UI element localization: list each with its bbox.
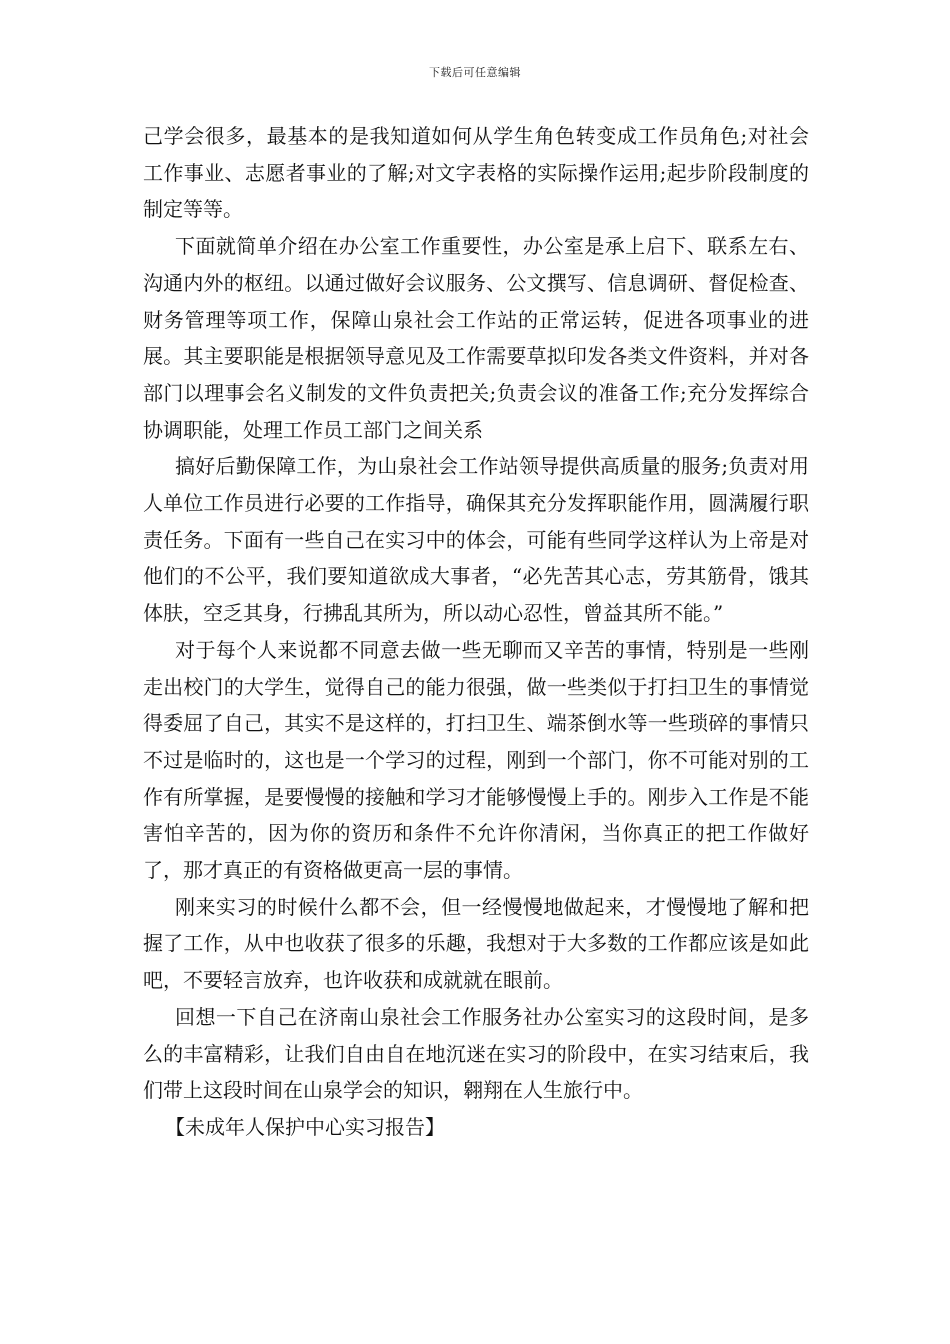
paragraph-5: 刚来实习的时候什么都不会，但一经慢慢地做起来，才慢慢地了解和把握了工作，从中也收获了很多的乐趣，我想对于大多数的工作都应该是如此吧，不要轻言放弃，也许收获和成就就在眼前。 bbox=[143, 894, 809, 993]
paragraph-3: 搞好后勤保障工作，为山泉社会工作站领导提供高质量的服务;负责对用人单位工作员进行必要的工作指导，确保其充分发挥职能作用，圆满履行职责任务。下面有一些自己在实习中的体会，可能有些同学这样认为上帝是对他们的不公平，我们要知道欲成大事者，“必先苦其心志，劳其筋骨，饿其体肤，空乏其身，行拂乱其所为，所以动心忍性，曾益其所不能。” bbox=[143, 454, 809, 626]
page-header: 下载后可任意编辑 bbox=[429, 66, 521, 79]
paragraph-4: 对于每个人来说都不同意去做一些无聊而又辛苦的事情，特别是一些刚走出校门的大学生，觉得自己的能力很强，做一些类似于打扫卫生的事情觉得委屈了自己，其实不是这样的，打扫卫生、端茶倒水等一些琐碎的事情只不过是临时的，这也是一个学习的过程，刚到一个部门，你不可能对别的工作有所掌握，是要慢慢的接触和学习才能够慢慢上手的。刚步入工作是不能害怕辛苦的，因为你的资历和条件不允许你清闲，当你真正的把工作做好了，那才真正的有资格做更高一层的事情。 bbox=[143, 637, 809, 883]
paragraph-1: 己学会很多，最基本的是我知道如何从学生角色转变成工作员角色;对社会工作事业、志愿者事业的了解;对文字表格的实际操作运用;起步阶段制度的制定等等。 bbox=[143, 124, 809, 222]
document-body bbox=[143, 118, 809, 1146]
paragraph-6: 回想一下自己在济南山泉社会工作服务社办公室实习的这段时间，是多么的丰富精彩，让我们自由自在地沉迷在实习的阶段中，在实习结束后，我们带上这段时间在山泉学会的知识，翱翔在人生旅行中。 bbox=[143, 1004, 809, 1103]
paragraph-2: 下面就简单介绍在办公室工作重要性，办公室是承上启下、联系左右、沟通内外的枢纽。以通过做好会议服务、公文撰写、信息调研、督促检查、财务管理等项工作，保障山泉社会工作站的正常运转，促进各项事业的进展。其主要职能是根据领导意见及工作需要草拟印发各类文件资料，并对各部门以理事会名义制发的文件负责把关;负责会议的准备工作;充分发挥综合协调职能，处理工作员工部门之间关系 bbox=[143, 234, 809, 442]
section-heading: 【未成年人保护中心实习报告】 bbox=[165, 1114, 445, 1139]
